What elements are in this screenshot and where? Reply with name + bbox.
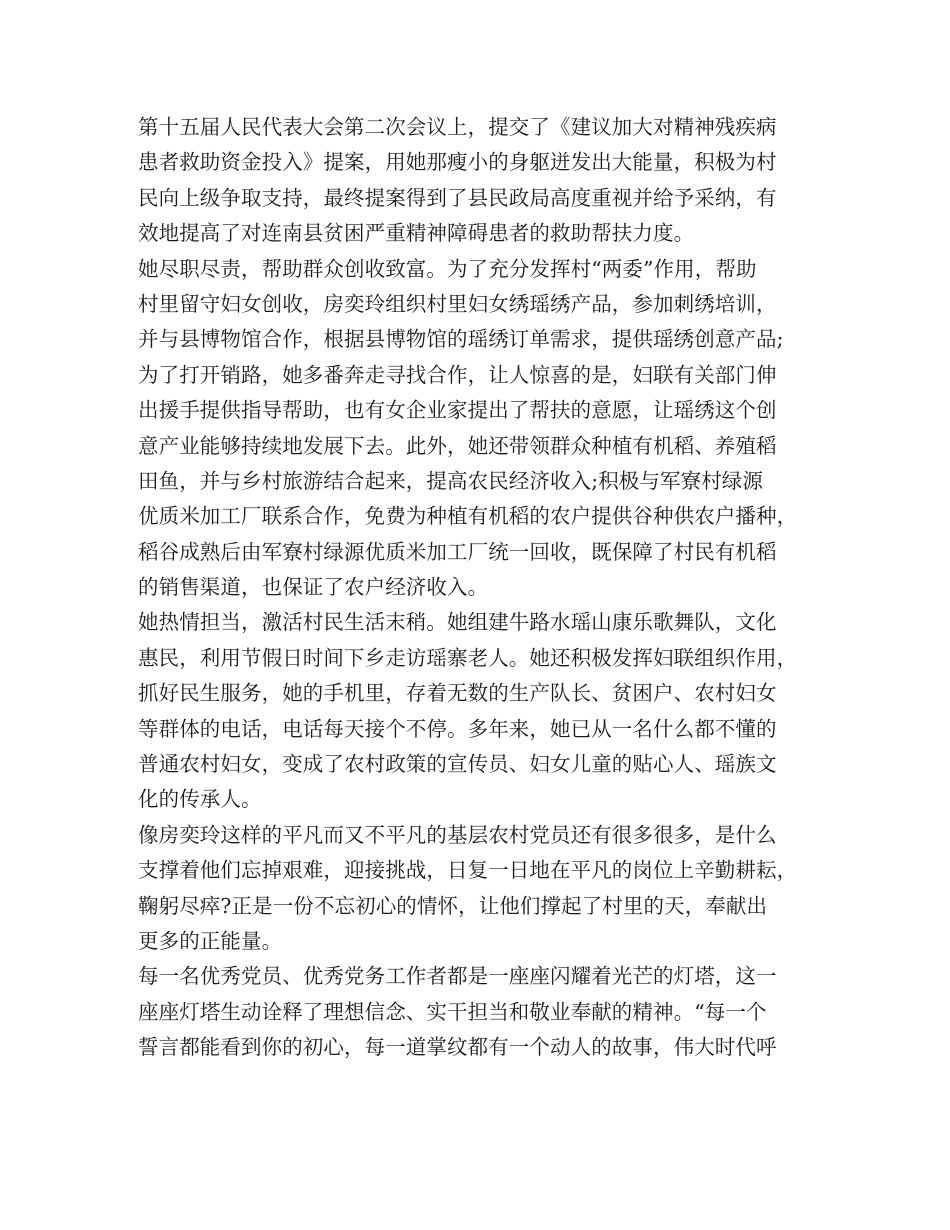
paragraph-5	[138, 959, 818, 1065]
text-line: 并与县博物馆合作，根据县博物馆的瑶绣订单需求，提供瑶绣创意产品;	[138, 327, 784, 352]
text-line: 患者救助资金投入》提案，用她那瘦小的身躯迸发出大能量，积极为村	[138, 150, 777, 175]
text-line: 民向上级争取支持，最终提案得到了县民政局高度重视并给予采纳，有	[138, 185, 777, 210]
text-line: 普通农村妇女，变成了农村政策的宣传员、妇女儿童的贴心人、瑶族文	[138, 752, 777, 777]
text-line: 更多的正能量。	[138, 928, 283, 953]
text-line: 第十五届人民代表大会第二次会议上，提交了《建议加大对精神残疾病	[138, 115, 777, 139]
text-line: 鞠躬尽瘁?正是一份不忘初心的情怀，让他们撑起了村里的天，奉献出	[138, 893, 768, 918]
text-line: 化的传承人。	[138, 787, 262, 812]
text-line: 支撑着他们忘掉艰难，迎接挑战，日复一日地在平凡的岗位上辛勤耕耘，	[138, 858, 798, 883]
text-line: 为了打开销路，她多番奔走寻找合作，让人惊喜的是，妇联有关部门伸	[138, 362, 777, 387]
text-line: 的销售渠道，也保证了农户经济收入。	[138, 575, 489, 600]
text-line: 田鱼，并与乡村旅游结合起来，提高农民经济收入;积极与军寮村绿源	[138, 468, 764, 493]
text-line: 座座灯塔生动诠释了理想信念、实干担当和敬业奉献的精神。“每一个	[138, 999, 767, 1024]
text-line: 意产业能够持续地发展下去。此外，她还带领群众种植有机稻、养殖稻	[138, 433, 777, 458]
paragraph-4	[138, 818, 818, 960]
paragraph-3	[138, 605, 818, 817]
text-line: 稻谷成熟后由军寮村绿源优质米加工厂统一回收，既保障了村民有机稻	[138, 539, 777, 564]
text-line: 村里留守妇女创收，房奕玲组织村里妇女绣瑶绣产品，参加刺绣培训，	[138, 291, 777, 316]
paragraph-1	[138, 110, 818, 252]
text-line: 抓好民生服务，她的手机里，存着无数的生产队长、贫困户、农村妇女	[138, 681, 777, 706]
document-body	[138, 110, 818, 1066]
text-line: 出援手提供指导帮助，也有女企业家提出了帮扶的意愿，让瑶绣这个创	[138, 398, 777, 423]
text-line: 惠民，利用节假日时间下乡走访瑶寨老人。她还积极发挥妇联组织作用，	[138, 645, 798, 670]
text-line: 等群体的电话，电话每天接个不停。多年来，她已从一名什么都不懂的	[138, 716, 777, 741]
text-line: 优质米加工厂联系合作，免费为种植有机稻的农户提供谷种供农户播种，	[138, 504, 798, 529]
text-line: 誓言都能看到你的初心，每一道掌纹都有一个动人的故事，伟大时代呼	[138, 1035, 777, 1060]
text-line: 她尽职尽责，帮助群众创收致富。为了充分发挥村“两委”作用，帮助	[138, 256, 757, 281]
text-line: 像房奕玲这样的平凡而又不平凡的基层农村党员还有很多很多，是什么	[138, 822, 777, 847]
text-line: 效地提高了对连南县贫困严重精神障碍患者的救助帮扶力度。	[138, 221, 695, 246]
text-line: 她热情担当，激活村民生活末稍。她组建牛路水瑶山康乐歌舞队，文化	[138, 610, 777, 635]
paragraph-2	[138, 252, 818, 606]
text-line: 每一名优秀党员、优秀党务工作者都是一座座闪耀着光芒的灯塔，这一	[138, 964, 777, 989]
